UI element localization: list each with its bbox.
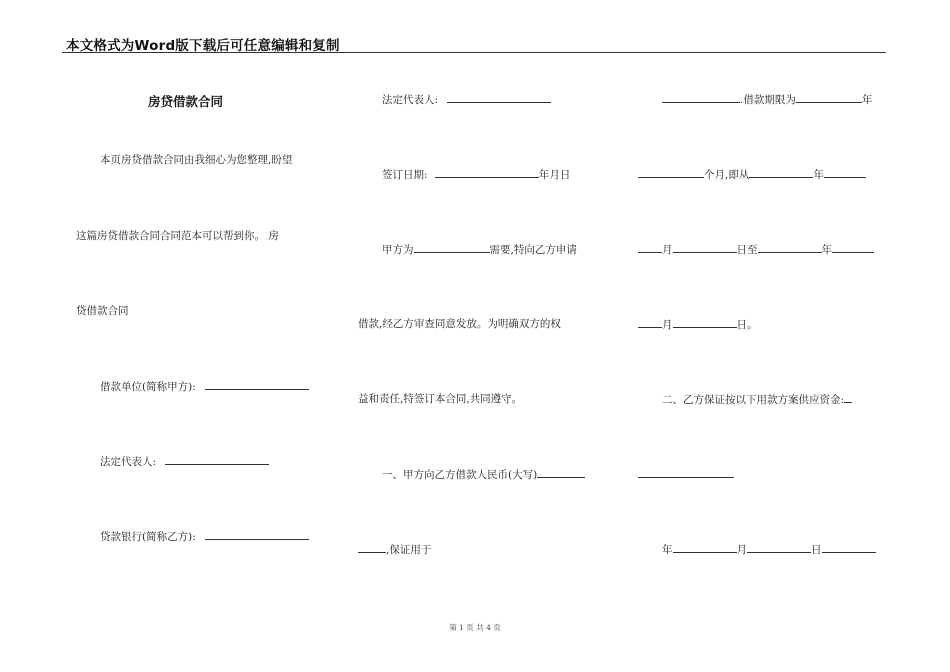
sign-date-field — [382, 167, 570, 182]
sign-date-label: 签订日期: — [382, 169, 428, 181]
sign-date-blank[interactable] — [435, 167, 539, 178]
bank-field — [100, 529, 309, 544]
from-year: 年 — [813, 169, 824, 181]
funding-date-line — [662, 542, 876, 557]
period-blank-1[interactable] — [638, 242, 662, 253]
contract-title: 房贷借款合同 — [148, 94, 224, 109]
borrower-label: 借款单位(简称甲方): — [100, 381, 196, 393]
end-day: 日。 — [736, 319, 758, 331]
months-text: 个月,即从 — [704, 169, 750, 181]
clause-1-field — [382, 467, 585, 482]
months-blank[interactable] — [638, 167, 704, 178]
guarantee-blank[interactable] — [358, 542, 386, 553]
period-day-to: 日至 — [736, 244, 758, 256]
bank-blank[interactable] — [205, 529, 309, 540]
funding-blank-line — [638, 467, 734, 482]
term-year: 年 — [861, 94, 873, 106]
from-year-blank[interactable] — [749, 167, 813, 178]
amount-blank[interactable] — [537, 467, 585, 478]
col2-line-5: 益和责任,特签订本合同,共同遵守。 — [358, 393, 523, 405]
guarantee-suffix: ,保证用于 — [386, 544, 432, 556]
col2-legal-rep-blank[interactable] — [447, 92, 551, 103]
purpose-blank[interactable] — [414, 242, 490, 253]
purpose-suffix: 需要,特向乙方申请 — [489, 244, 577, 256]
bank-label: 贷款银行(简称乙方): — [100, 531, 196, 543]
col2-legal-rep-label: 法定代表人: — [382, 94, 439, 106]
funding-day: 日 — [811, 544, 822, 556]
period-line — [638, 242, 874, 257]
intro-line-3: 贷借款合同 — [76, 305, 129, 317]
borrower-field — [100, 379, 309, 394]
term-blank-2[interactable] — [796, 92, 862, 103]
clause-2-line — [662, 392, 852, 407]
purpose-field — [382, 242, 577, 257]
period-blank-3[interactable] — [758, 242, 822, 253]
col2-line-4: 借款,经乙方审查同意发放。为明确双方的权 — [358, 318, 561, 330]
col2-legal-rep-field — [382, 92, 551, 107]
clause-2-blank[interactable] — [844, 392, 852, 403]
period-blank-2[interactable] — [673, 242, 737, 253]
from-month-blank[interactable] — [824, 167, 866, 178]
period-year: 年 — [821, 244, 832, 256]
end-month: 月 — [662, 319, 673, 331]
legal-rep-label: 法定代表人: — [100, 456, 157, 468]
period-blank-4[interactable] — [832, 242, 874, 253]
document-header-title: 本文格式为Word版下载后可任意编辑和复制 — [66, 38, 340, 54]
sign-date-suffix: 年月日 — [538, 169, 571, 181]
term-blank-1[interactable] — [662, 92, 740, 103]
end-date-line — [638, 317, 758, 332]
intro-line-2: 这篇房贷借款合同合同范本可以帮到你。 房 — [76, 230, 279, 242]
funding-month: 月 — [736, 544, 747, 556]
guarantee-field — [358, 542, 431, 557]
legal-rep-blank[interactable] — [165, 454, 269, 465]
funding-blank[interactable] — [638, 467, 734, 478]
period-month: 月 — [662, 244, 673, 256]
end-blank-1[interactable] — [638, 317, 662, 328]
term-label: .借款期限为 — [740, 94, 796, 106]
intro-line-1: 本页房贷借款合同由我细心为您整理,盼望 — [100, 154, 293, 166]
borrower-blank[interactable] — [205, 379, 309, 390]
legal-rep-field — [100, 454, 269, 469]
term-line — [662, 92, 872, 107]
page-number: 第 1 页 共 4 页 — [449, 623, 501, 632]
header-divider — [62, 52, 886, 53]
purpose-prefix: 甲方为 — [382, 244, 414, 256]
funding-blank-3[interactable] — [747, 542, 811, 553]
end-blank-2[interactable] — [673, 317, 737, 328]
clause-1-text: 一、甲方向乙方借款人民币(大写) — [382, 469, 538, 481]
clause-2-text: 二、乙方保证按以下用款方案供应资金: — [662, 394, 845, 406]
funding-blank-4[interactable] — [822, 542, 876, 553]
months-line — [638, 167, 866, 182]
funding-year: 年 — [662, 544, 673, 556]
funding-blank-2[interactable] — [673, 542, 737, 553]
